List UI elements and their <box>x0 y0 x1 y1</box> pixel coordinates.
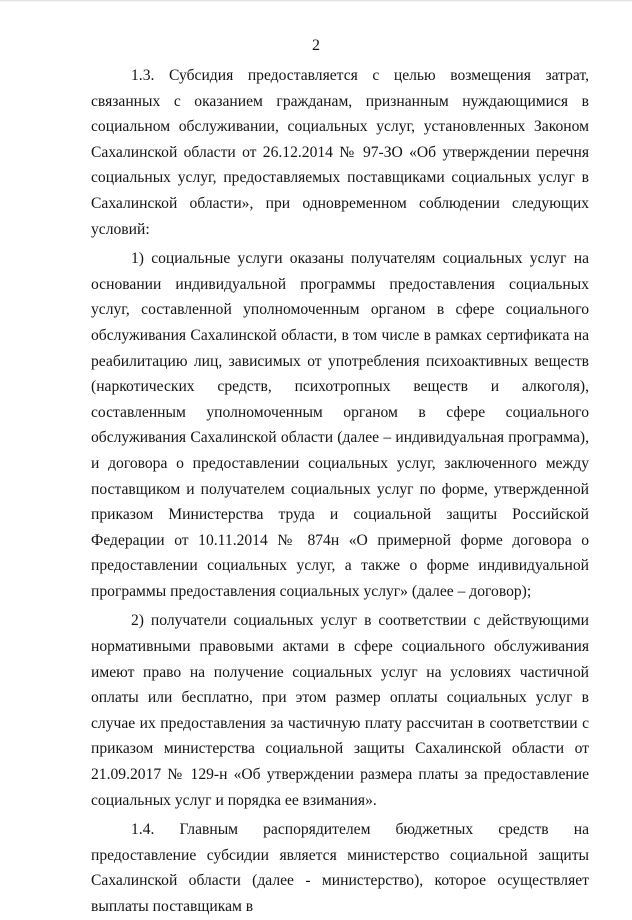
paragraph-condition-1: 1) социальные услуги оказаны получателям социальных услуг на основании индивидуальной программы предоставления социальных услуг, составленной уполномоченным органом в сфере социального обслуживания Сахалинской области, в том числе в рамках сертификата на реабилитацию лиц, зависимых от употребления психоактивных веществ (наркотических средств, психотропных веществ и алкоголя), составленным уполномоченным органом в сфере социального обслуживания Сахалинской области (далее – индивидуальная программа), и договора о предоставлении социальных услуг, заключенного между поставщиком и получателем социальных услуг по форме, утвержденной приказом Министерства труда и социальной защиты Российской Федерации от 10.11.2014 № 874н «О примерной форме договора о предоставлении социальных услуг, а также о форме индивидуальной программы предоставления социальных услуг» (далее – договор); <box>91 250 589 600</box>
paragraph-condition-2: 2) получатели социальных услуг в соответствии с действующими нормативными правовыми актами в сфере социального обслуживания имеют право на получение социальных услуг на условиях частичной оплаты или бесплатно, при этом размер оплаты социальных услуг в случае их предоставления за частичную плату рассчитан в соответствии с приказом министерства социальной защиты Сахалинской области от 21.09.2017 № 129-н «Об утверждении размера платы за предоставление социальных услуг и порядка ее взимания». <box>91 612 589 809</box>
document-body <box>91 63 589 920</box>
scan-edge <box>0 0 632 2</box>
page-number: 2 <box>312 37 320 54</box>
paragraph-1-3: 1.3. Субсидия предоставляется с целью возмещения затрат, связанных с оказанием гражданам, признанным нуждающимися в социальном обслуживании, социальных услуг, установленных Законом Сахалинской области от 26.12.2014 № 97-ЗО «Об утверждении перечня социальных услуг, предоставляемых поставщиками социальных услуг в Сахалинской области», при одновременном соблюдении следующих условий: <box>91 67 589 238</box>
paragraph-1-4: 1.4. Главным распорядителем бюджетных средств на предоставление субсидии является министерство социальной защиты Сахалинской области (далее - министерство), которое осуществляет выплаты поставщикам в <box>91 821 589 915</box>
